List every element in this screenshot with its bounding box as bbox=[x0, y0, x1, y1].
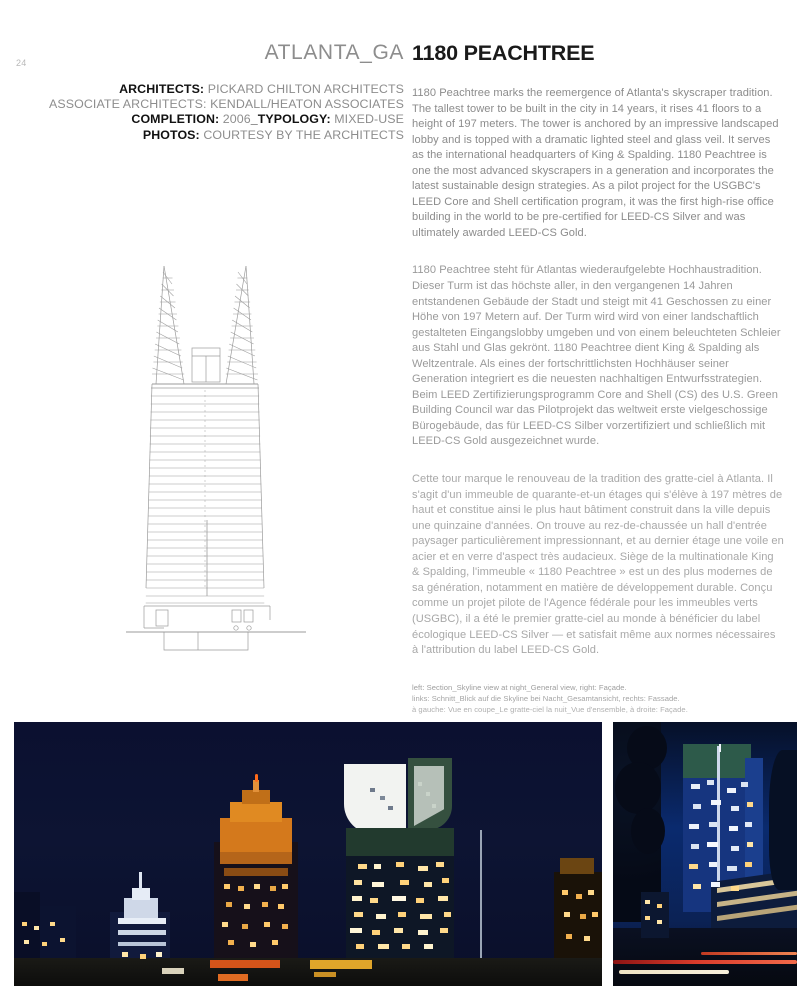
caption-english: left: Section_Skyline view at night_General view, right: Façade. bbox=[412, 683, 627, 692]
credit-value-associate-architects: KENDALL/HEATON ASSOCIATES bbox=[210, 97, 404, 112]
facade-night-photo bbox=[613, 722, 797, 986]
page-title: 1180 PEACHTREE bbox=[412, 41, 595, 65]
caption-french: à gauche: Vue en coupe_Le gratte-ciel la nuit_Vue d'ensemble, à droite: Façade. bbox=[412, 705, 688, 715]
credit-label-typology: _TYPOLOGY: bbox=[250, 112, 331, 127]
page-number: 24 bbox=[16, 58, 27, 68]
paragraph-german: 1180 Peachtree steht für Atlantas wiederaufgelebte Hochhaustradition. Dieser Turm ist das höchste aller, in den vergangenen 14 Jahren entstandenen Gebäude der Stadt und steigt mit 41 Geschossen zu einer Höhe von 197 Metern auf. Der Turm wird wird von einer landschaftlich gestalteten Eingangslobby umgeben und von einem beleuchteten Schleier aus Stahl und Glas gekrönt. 1180 Peachtree dient King & Spalding als Weltzentrale. Als eines der fortschrittlichsten Hochhäuser seiner Generation integriert es die neuesten nachhaltigen Entwurfsstrategien. Beim LEED Zertifizierungsprogramm Core and Shell (CS) des U.S. Green Building Council war das Pilotprojekt das weltweit erste vielgeschossige Bürogebäude, das für LEED-CS Silber vorzertifiziert und schließlich mit LEED-CS Gold ausgezeichnet wurde. bbox=[412, 264, 781, 448]
credit-value-typology: MIXED-USE bbox=[334, 112, 404, 127]
caption-german: links: Schnitt_Blick auf die Skyline bei Nacht_Gesamtansicht, rechts: Fassade. bbox=[412, 694, 680, 704]
paragraph-english: 1180 Peachtree marks the reemergence of Atlanta's skyscraper tradition. The tallest tower to be built in the city in 14 years, it rises 41 floors to a height of 197 meters. The tower is anchored by an impressive landscaped lobby and is topped with a dramatic lighted steel and glass veil. It serves as the international headquarters of King & Spalding. 1180 Peachtree is one the most advanced skyscrapers in a generation and incorporates the latest sustainable design strategies. As a pilot project for the USGBC's LEED Core and Shell certification program, it was the first high-rise office building in the world to be pre-certified for LEED-CS Silver and was ultimately awarded LEED-CS Gold. bbox=[412, 87, 779, 239]
credit-label-completion: COMPLETION: bbox=[131, 112, 220, 127]
credit-line-photos bbox=[40, 128, 404, 143]
header-city: ATLANTA_GA bbox=[264, 41, 404, 64]
credit-label-architects: ARCHITECTS: bbox=[119, 82, 205, 96]
credit-line-associate-architects bbox=[40, 97, 404, 112]
atlanta-skyline-night-photo bbox=[14, 722, 602, 986]
page-header bbox=[0, 41, 797, 69]
credit-label-photos: PHOTOS: bbox=[142, 127, 200, 142]
credit-value-photos: COURTESY BY THE ARCHITECTS bbox=[203, 127, 404, 142]
tower-section-drawing bbox=[120, 258, 320, 658]
project-credits bbox=[40, 82, 404, 143]
credit-value-architects: PICKARD CHILTON ARCHITECTS bbox=[207, 82, 404, 96]
credit-line-completion-typology bbox=[40, 112, 404, 127]
credit-line-architects bbox=[40, 82, 404, 97]
window-lights bbox=[14, 722, 602, 986]
credit-label-associate-architects: ASSOCIATE ARCHITECTS: bbox=[49, 97, 207, 112]
facade-window-lights bbox=[613, 722, 797, 986]
photo-strip bbox=[0, 722, 797, 986]
paragraph-french: Cette tour marque le renouveau de la tradition des gratte-ciel à Atlanta. Il s'agit d'un immeuble de quarante-et-un étages qui s'élève à 197 mètres de haut et constitue ainsi le plus haut bâtiment construit dans la ville depuis une quinzaine d'années. On trouve au rez-de-chaussée un hall d'entrée paysager particulièrement impressionnant, et au dernier étage une voile en acier et en verre d'aspect très audacieux. Siège de la multinationale King & Spalding, l'immeuble « 1180 Peachtree » est un des plus modernes de sa génération, notamment en matière de développement durable. Conçu comme un projet pilote de l'Agence fédérale pour les immeubles verts (USGBC), il a été le premier gratte-ciel au monde à bénéficier du label écologique LEED-CS Silver — et satisfait même aux normes nécessaires à l'attribution du label LEED-CS Gold. bbox=[412, 473, 784, 657]
figure-captions bbox=[412, 682, 792, 716]
description-text-column bbox=[412, 86, 784, 659]
credit-value-completion: 2006 bbox=[222, 112, 251, 127]
